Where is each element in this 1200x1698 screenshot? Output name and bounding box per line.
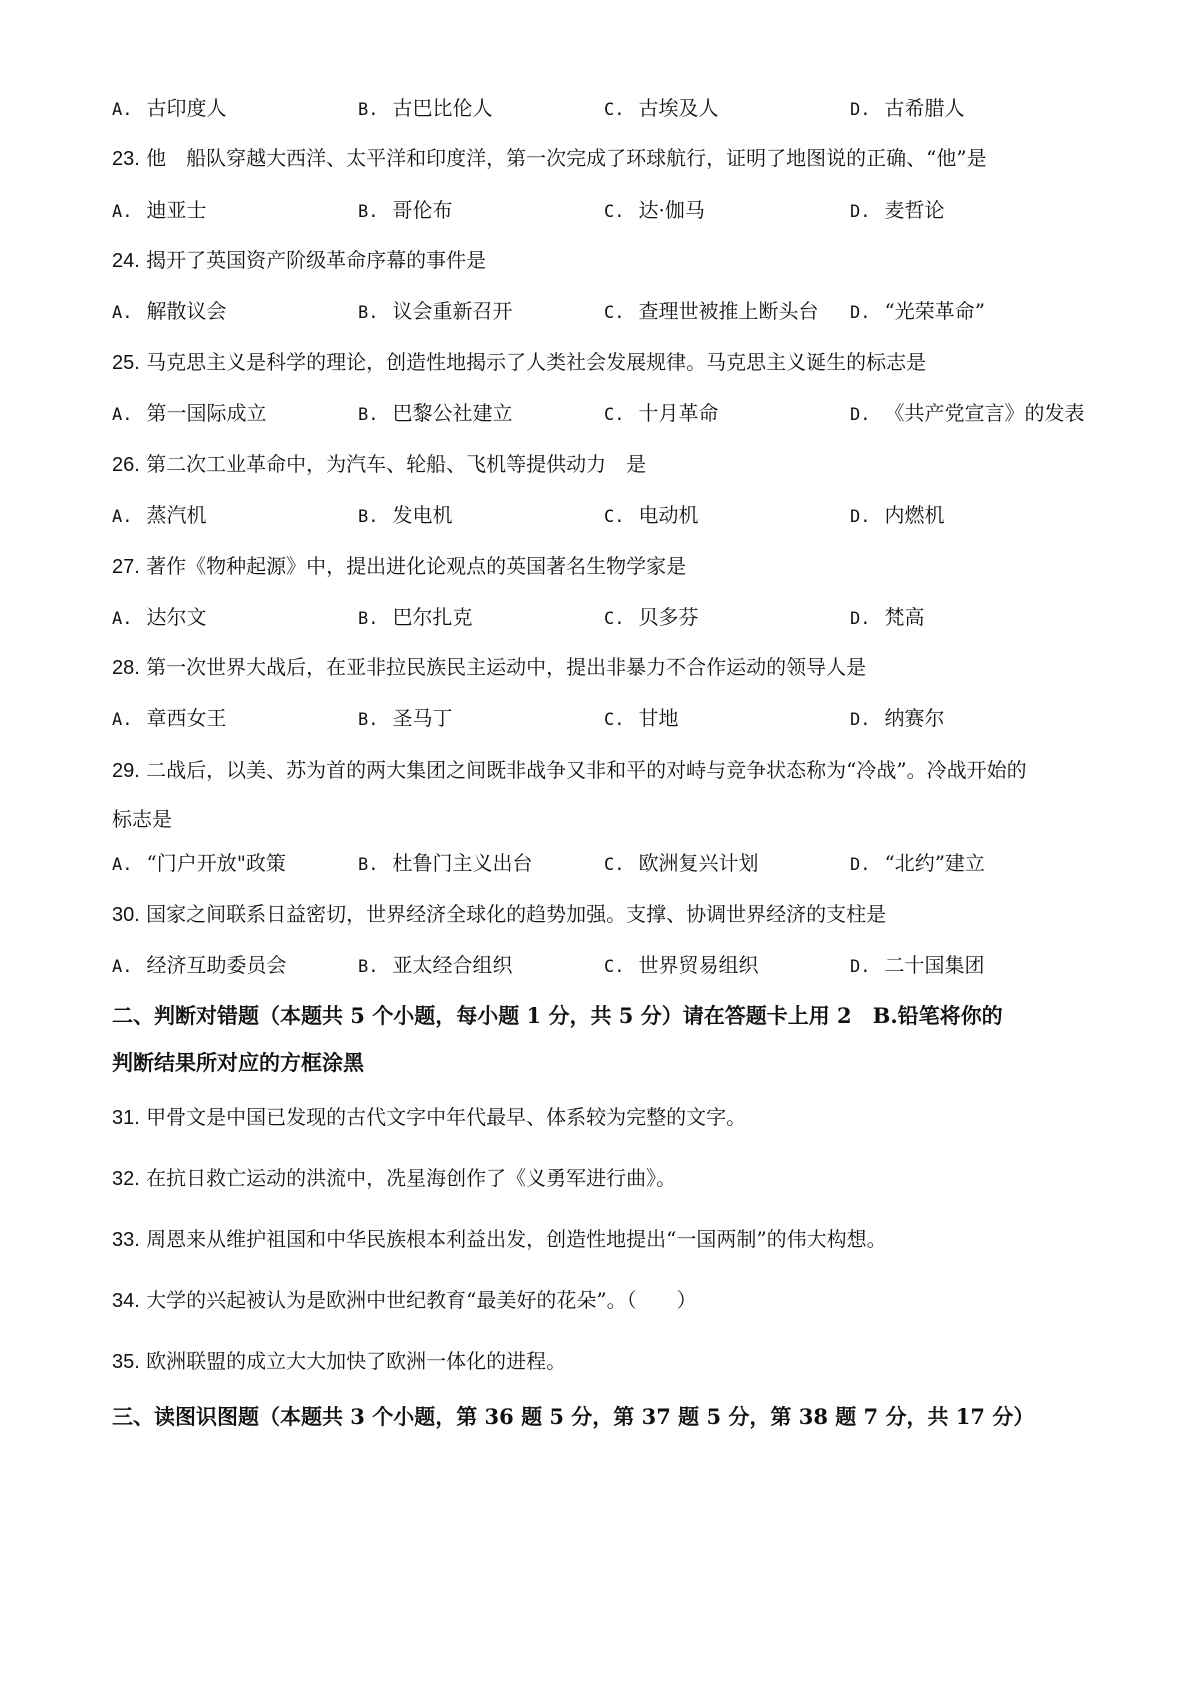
q22-option-a: A. 古印度人 <box>112 96 227 120</box>
q27-option-d: D. 梵高 <box>850 605 925 629</box>
q32-number: 32. <box>112 1168 140 1190</box>
q25-text: 马克思主义是科学的理论，创造性地揭示了人类社会发展规律。马克思主义诞生的标志是 <box>146 350 927 374</box>
q29-option-d: D. “北约”建立 <box>850 851 985 875</box>
q30-option-d: D. 二十国集团 <box>850 953 985 977</box>
q27-option-b: B. 巴尔扎克 <box>358 605 473 629</box>
q29-option-b: B. 杜鲁门主义出台 <box>358 851 533 875</box>
q31-text: 甲骨文是中国已发现的古代文字中年代最早、体系较为完整的文字。 <box>146 1105 747 1129</box>
q30-option-b: B. 亚太经合组织 <box>358 953 513 977</box>
q29-number: 29. <box>112 760 140 782</box>
q28-option-c: C. 甘地 <box>604 706 679 730</box>
q27-option-c: C. 贝多芬 <box>604 605 699 629</box>
q29-option-c: C. 欧洲复兴计划 <box>604 851 759 875</box>
q22-option-d: D. 古希腊人 <box>850 96 965 120</box>
q29-option-a: A. “门户开放"政策 <box>112 851 286 875</box>
q28-option-b: B. 圣马丁 <box>358 706 453 730</box>
q24-text: 揭开了英国资产阶级革命序幕的事件是 <box>146 248 487 272</box>
q28-option-d: D. 纳赛尔 <box>850 706 945 730</box>
q23-number: 23. <box>112 148 140 170</box>
q24-option-a: A. 解散议会 <box>112 299 227 323</box>
q27-stem <box>112 552 1102 581</box>
q29-stem <box>112 756 1102 785</box>
q29-text-line2: 标志是 <box>112 807 172 831</box>
q24-option-b: B. 议会重新召开 <box>358 299 513 323</box>
q24-option-c: C. 查理世被推上断头台 <box>604 299 819 323</box>
q28-text: 第一次世界大战后，在亚非拉民族民主运动中，提出非暴力不合作运动的领导人是 <box>146 655 867 679</box>
q22-option-b: B. 古巴比伦人 <box>358 96 493 120</box>
q30-option-c: C. 世界贸易组织 <box>604 953 759 977</box>
q33-number: 33. <box>112 1229 140 1251</box>
q35-text: 欧洲联盟的成立大大加快了欧洲一体化的进程。 <box>146 1349 567 1373</box>
q33-text: 周恩来从维护祖国和中华民族根本利益出发，创造性地提出“一国两制”的伟大构想。 <box>146 1227 887 1251</box>
q27-option-a: A. 达尔文 <box>112 605 207 629</box>
q23-option-a: A. 迪亚士 <box>112 198 207 222</box>
section-2-heading: 二、判断对错题（本题共 5 个小题，每小题 1 分，共 5 分）请在答题卡上用 2 B.铅笔将你的 <box>112 1003 1003 1028</box>
q24-option-d: D. “光荣革命” <box>850 299 985 323</box>
q26-number: 26. <box>112 454 140 476</box>
q26-option-a: A. 蒸汽机 <box>112 503 207 527</box>
q23-text: 他 船队穿越大西洋、太平洋和印度洋，第一次完成了环球航行，证明了地图说的正确、“他”是 <box>146 146 987 170</box>
q26-option-c: C. 电动机 <box>604 503 699 527</box>
q30-number: 30. <box>112 904 140 926</box>
q24-number: 24. <box>112 250 140 272</box>
q32-stem <box>112 1164 1102 1193</box>
q25-option-c: C. 十月革命 <box>604 401 719 425</box>
q31-number: 31. <box>112 1107 140 1129</box>
q30-text: 国家之间联系日益密切，世界经济全球化的趋势加强。支撑、协调世界经济的支柱是 <box>146 902 887 926</box>
q24-stem <box>112 246 1102 275</box>
q31-stem <box>112 1103 1102 1132</box>
q29-stem-continued <box>112 805 1102 833</box>
q23-stem <box>112 144 1102 173</box>
q30-stem <box>112 900 1102 929</box>
q26-option-b: B. 发电机 <box>358 503 453 527</box>
q28-number: 28. <box>112 657 140 679</box>
q25-option-d: D. 《共产党宣言》的发表 <box>850 401 1085 425</box>
q35-number: 35. <box>112 1351 140 1373</box>
q22-option-c: C. 古埃及人 <box>604 96 719 120</box>
q30-option-a: A. 经济互助委员会 <box>112 953 287 977</box>
q33-stem <box>112 1225 1102 1254</box>
q34-stem <box>112 1286 1102 1315</box>
q27-text: 著作《物种起源》中，提出进化论观点的英国著名生物学家是 <box>146 554 687 578</box>
q23-option-c: C. 达·伽马 <box>604 198 705 222</box>
q28-option-a: A. 章西女王 <box>112 706 227 730</box>
q25-number: 25. <box>112 352 140 374</box>
q27-number: 27. <box>112 556 140 578</box>
q23-option-b: B. 哥伦布 <box>358 198 453 222</box>
q23-option-d: D. 麦哲论 <box>850 198 945 222</box>
q34-number: 34. <box>112 1290 140 1312</box>
q35-stem <box>112 1347 1102 1376</box>
section-3-heading: 三、读图识图题（本题共 3 个小题，第 36 题 5 分，第 37 题 5 分，第 38 题 7 分，共 17 分） <box>112 1404 1035 1429</box>
q28-stem <box>112 653 1102 682</box>
q29-text-line1: 二战后，以美、苏为首的两大集团之间既非战争又非和平的对峙与竞争状态称为“冷战”。冷战开始的 <box>146 758 1027 782</box>
q26-option-d: D. 内燃机 <box>850 503 945 527</box>
q34-text: 大学的兴起被认为是欧洲中世纪教育“最美好的花朵”。（ ） <box>146 1288 697 1312</box>
section-2-heading-continued: 判断结果所对应的方框涂黑 <box>112 1050 364 1075</box>
q26-stem <box>112 450 1102 479</box>
q26-text: 第二次工业革命中，为汽车、轮船、飞机等提供动力 是 <box>146 452 647 476</box>
q32-text: 在抗日救亡运动的洪流中，冼星海创作了《义勇军进行曲》。 <box>146 1166 677 1190</box>
q25-option-b: B. 巴黎公社建立 <box>358 401 513 425</box>
q25-option-a: A. 第一国际成立 <box>112 401 267 425</box>
q25-stem <box>112 348 1102 377</box>
